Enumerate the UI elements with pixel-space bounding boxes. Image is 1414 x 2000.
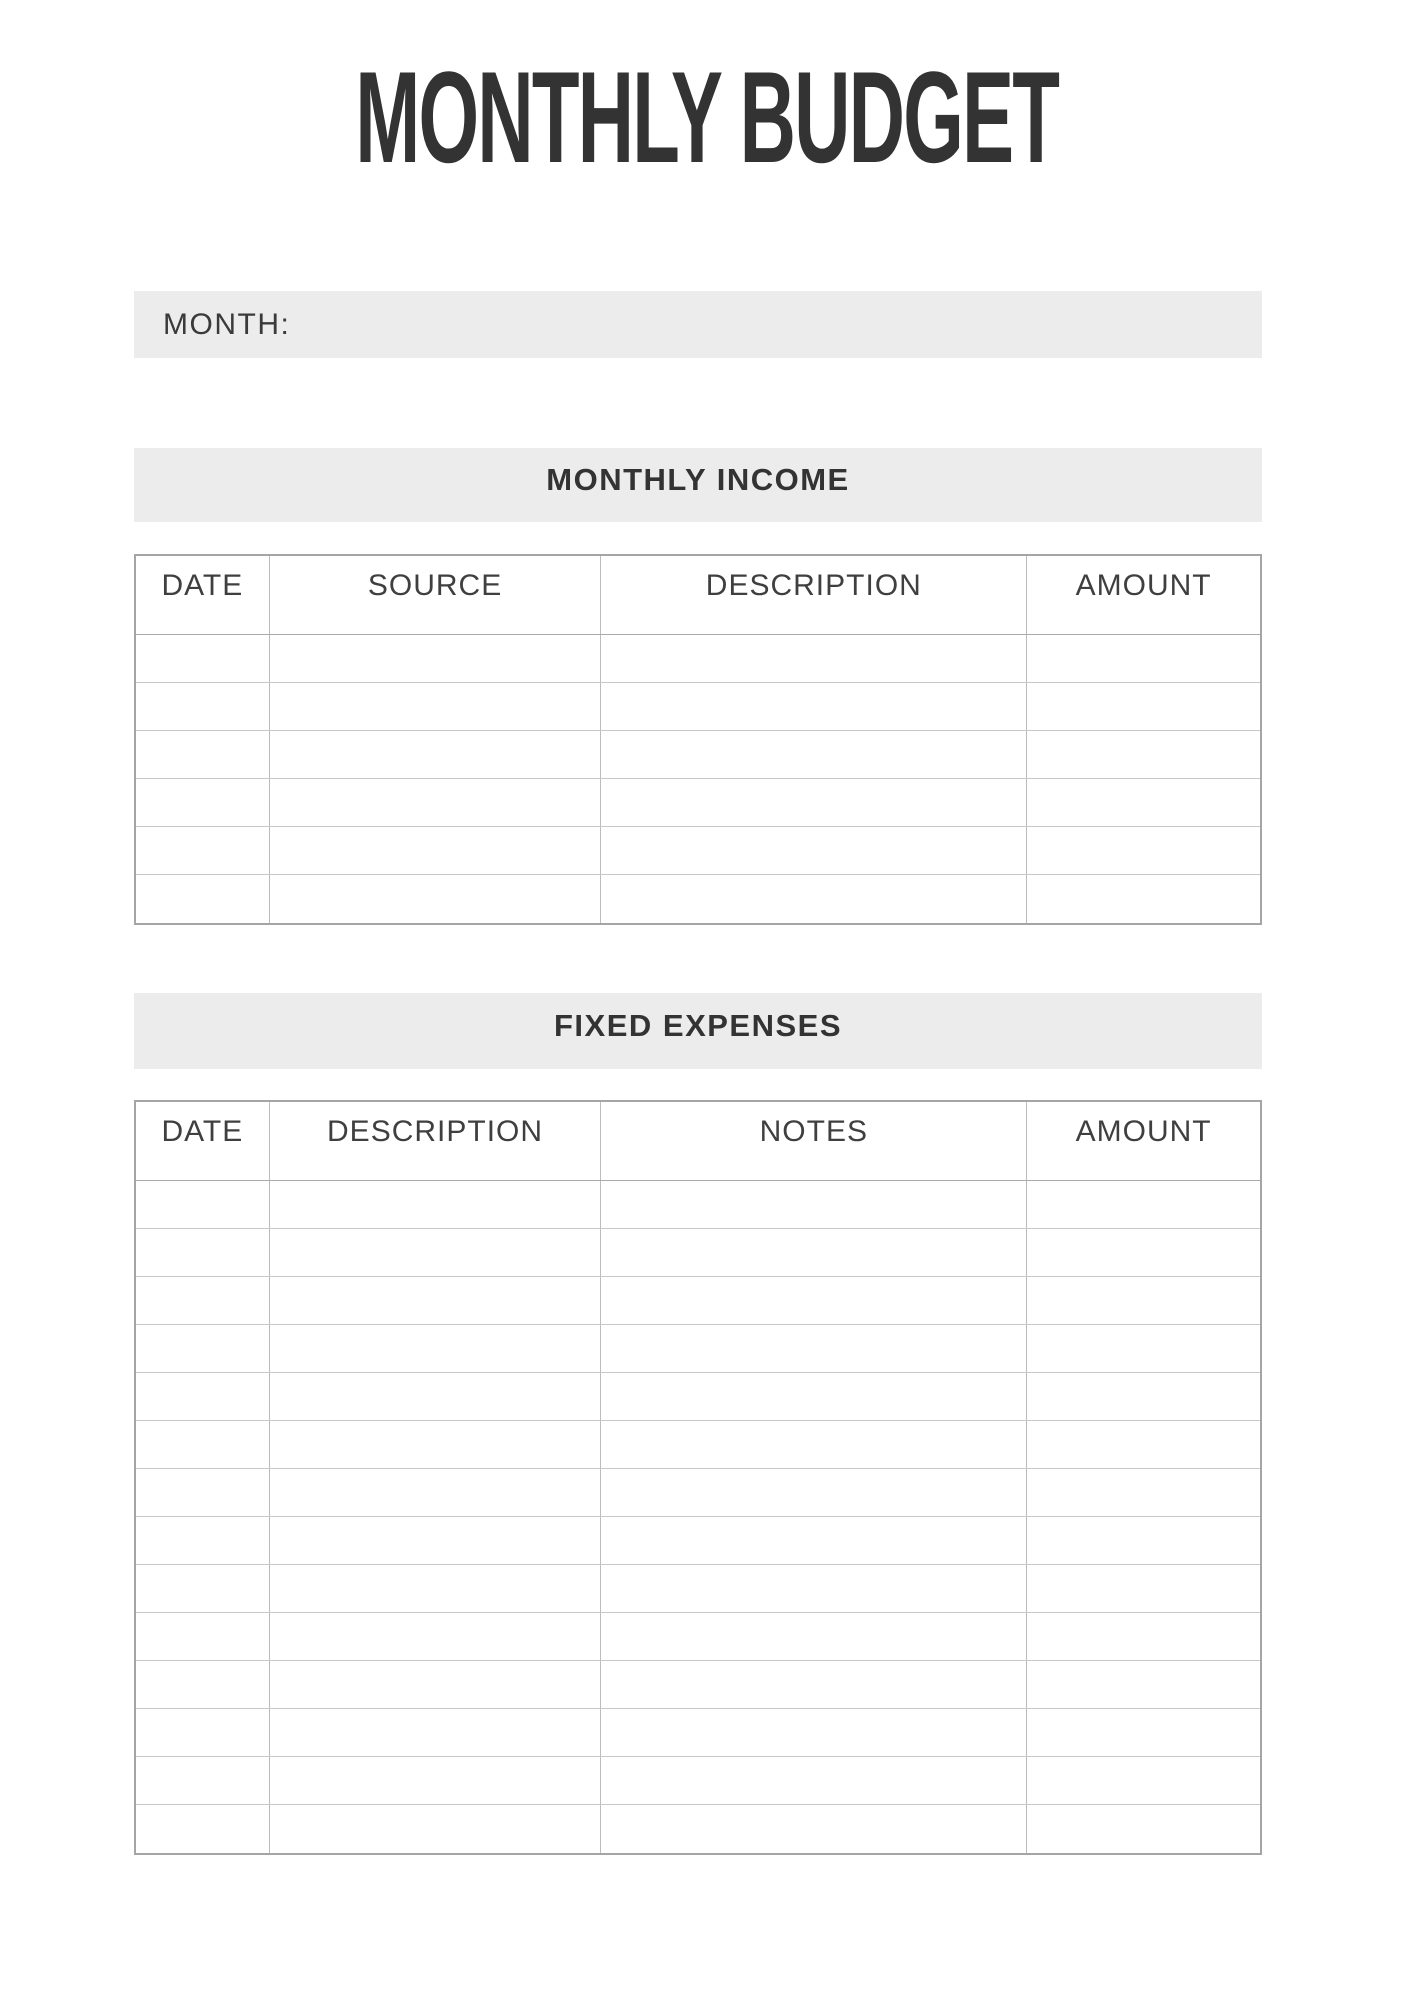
table-row: [136, 683, 1260, 731]
empty-cell: [136, 1373, 270, 1420]
fixed-expenses-title: FIXED EXPENSES: [553, 1008, 843, 1043]
empty-cell: [1027, 779, 1260, 826]
empty-cell: [601, 1805, 1027, 1853]
empty-cell: [136, 1325, 270, 1372]
empty-cell: [136, 1757, 270, 1804]
empty-cell: [136, 1229, 270, 1276]
empty-cell: [1027, 731, 1260, 778]
empty-cell: [136, 1181, 270, 1228]
empty-cell: [270, 1421, 602, 1468]
empty-cell: [270, 1517, 602, 1564]
column-header-source: SOURCE: [270, 556, 602, 634]
empty-cell: [270, 1469, 602, 1516]
empty-cell: [1027, 1229, 1260, 1276]
empty-cell: [601, 875, 1027, 923]
empty-cell: [601, 1277, 1027, 1324]
empty-cell: [1027, 683, 1260, 730]
table-header-row: [136, 1102, 1260, 1181]
empty-cell: [270, 779, 602, 826]
empty-cell: [1027, 1277, 1260, 1324]
empty-cell: [270, 683, 602, 730]
table-row: [136, 1325, 1260, 1373]
empty-cell: [1027, 1565, 1260, 1612]
column-header-amount: AMOUNT: [1075, 569, 1212, 602]
column-header-amount: AMOUNT: [1075, 1115, 1212, 1148]
column-header-notes: NOTES: [601, 1102, 1027, 1180]
empty-cell: [270, 1709, 602, 1756]
column-header-description: DESCRIPTION: [270, 1102, 602, 1180]
monthly-income-table: [134, 554, 1262, 925]
table-row: [136, 1517, 1260, 1565]
empty-cell: [601, 1373, 1027, 1420]
empty-cell: [136, 827, 270, 874]
empty-cell: [270, 1661, 602, 1708]
empty-cell: [1027, 1613, 1260, 1660]
empty-cell: [1027, 1373, 1260, 1420]
table-row: [136, 1229, 1260, 1277]
monthly-income-title: MONTHLY INCOME: [546, 462, 850, 497]
empty-cell: [601, 1517, 1027, 1564]
empty-cell: [136, 1709, 270, 1756]
empty-cell: [1027, 1181, 1260, 1228]
empty-cell: [601, 635, 1027, 682]
table-row: [136, 875, 1260, 923]
table-row: [136, 1181, 1260, 1229]
empty-cell: [601, 827, 1027, 874]
empty-cell: [601, 1325, 1027, 1372]
table-row: [136, 1373, 1260, 1421]
fixed-expenses-table: [134, 1100, 1262, 1855]
empty-cell: [136, 875, 270, 923]
table-row: [136, 827, 1260, 875]
empty-cell: [601, 1613, 1027, 1660]
empty-cell: [601, 1229, 1027, 1276]
page-title: [0, 44, 1414, 190]
section-header-fixed-expenses: [134, 993, 1262, 1069]
empty-cell: [270, 731, 602, 778]
empty-cell: [270, 1325, 602, 1372]
empty-cell: [136, 1277, 270, 1324]
empty-cell: [270, 635, 602, 682]
empty-cell: [270, 1757, 602, 1804]
empty-cell: [1027, 1757, 1260, 1804]
table-row: [136, 1565, 1260, 1613]
empty-cell: [136, 1565, 270, 1612]
empty-cell: [136, 683, 270, 730]
empty-cell: [601, 779, 1027, 826]
column-header-date: DATE: [136, 1102, 270, 1180]
column-header-date: DATE: [136, 556, 270, 634]
empty-cell: [270, 1565, 602, 1612]
month-field: [134, 291, 1262, 358]
empty-cell: [136, 1661, 270, 1708]
empty-cell: [601, 731, 1027, 778]
empty-cell: [1027, 635, 1260, 682]
empty-cell: [601, 1757, 1027, 1804]
empty-cell: [1027, 875, 1260, 923]
table-row: [136, 1709, 1260, 1757]
section-header-monthly-income: [134, 448, 1262, 522]
empty-cell: [270, 1181, 602, 1228]
empty-cell: [270, 1613, 602, 1660]
empty-cell: [1027, 1709, 1260, 1756]
table-row: [136, 1613, 1260, 1661]
empty-cell: [270, 1277, 602, 1324]
empty-cell: [1027, 1325, 1260, 1372]
empty-cell: [136, 1469, 270, 1516]
table-row: [136, 1469, 1260, 1517]
empty-cell: [1027, 1661, 1260, 1708]
empty-cell: [601, 1565, 1027, 1612]
empty-cell: [136, 731, 270, 778]
empty-cell: [601, 1421, 1027, 1468]
empty-cell: [270, 875, 602, 923]
empty-cell: [601, 1181, 1027, 1228]
empty-cell: [136, 1613, 270, 1660]
page-title-text: MONTHLY BUDGET: [355, 44, 1059, 190]
empty-cell: [270, 1373, 602, 1420]
empty-cell: [136, 779, 270, 826]
table-row: [136, 1661, 1260, 1709]
table-row: [136, 1805, 1260, 1853]
empty-cell: [136, 635, 270, 682]
column-header-description: DESCRIPTION: [601, 556, 1027, 634]
month-label: MONTH:: [163, 307, 291, 341]
empty-cell: [136, 1517, 270, 1564]
empty-cell: [1027, 1805, 1260, 1853]
empty-cell: [136, 1805, 270, 1853]
table-row: [136, 731, 1260, 779]
empty-cell: [601, 683, 1027, 730]
table-row: [136, 779, 1260, 827]
empty-cell: [1027, 827, 1260, 874]
empty-cell: [270, 1229, 602, 1276]
empty-cell: [601, 1469, 1027, 1516]
empty-cell: [1027, 1469, 1260, 1516]
table-row: [136, 635, 1260, 683]
table-row: [136, 1277, 1260, 1325]
empty-cell: [270, 1805, 602, 1853]
table-row: [136, 1421, 1260, 1469]
empty-cell: [1027, 1517, 1260, 1564]
table-header-row: [136, 556, 1260, 635]
empty-cell: [601, 1709, 1027, 1756]
empty-cell: [136, 1421, 270, 1468]
empty-cell: [270, 827, 602, 874]
empty-cell: [601, 1661, 1027, 1708]
table-row: [136, 1757, 1260, 1805]
empty-cell: [1027, 1421, 1260, 1468]
